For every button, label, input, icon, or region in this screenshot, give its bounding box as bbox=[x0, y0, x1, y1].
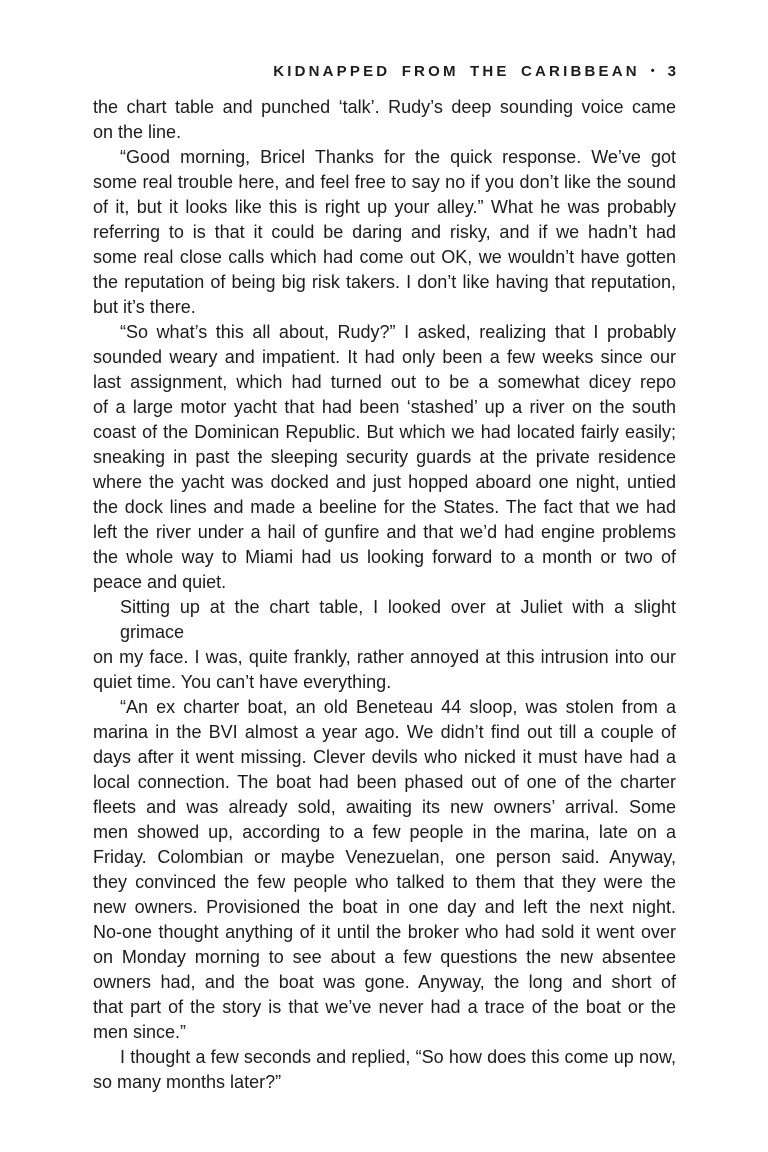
text-line: on Monday morning to see about a few questions the new absentee bbox=[93, 947, 676, 967]
text-line: days after it went missing. Clever devils who nicked it must have had a bbox=[93, 747, 676, 767]
text-line: of a large motor yacht that had been ‘stashed’ up a river on the south bbox=[93, 397, 676, 417]
page-number: 3 bbox=[667, 63, 676, 80]
text-line: peace and quiet. bbox=[93, 572, 227, 592]
paragraph bbox=[93, 320, 676, 595]
text-line: men showed up, according to a few people in the marina, late on a bbox=[93, 822, 676, 842]
text-line: “Good morning, Bricel Thanks for the quick response. We’ve got bbox=[120, 147, 676, 167]
text-line: sneaking in past the sleeping security guards at the private residence bbox=[93, 447, 676, 467]
text-line: some real trouble here, and feel free to say no if you don’t like the sound bbox=[93, 172, 676, 192]
text-line: local connection. The boat had been phased out of one of the charter bbox=[93, 772, 676, 792]
text-line: the dock lines and made a beeline for the States. The fact that we had bbox=[93, 497, 676, 517]
text-line: new owners. Provisioned the boat in one day and left the next night. bbox=[93, 897, 676, 917]
text-line: “So what’s this all about, Rudy?” I asked, realizing that I probably bbox=[120, 322, 676, 342]
text-line: Friday. Colombian or maybe Venezuelan, one person said. Anyway, bbox=[93, 847, 676, 867]
text-line: where the yacht was docked and just hopped aboard one night, untied bbox=[93, 472, 676, 492]
text-line: I thought a few seconds and replied, “So how does this come up now, bbox=[120, 1047, 676, 1067]
text-line: “An ex charter boat, an old Beneteau 44 sloop, was stolen from a bbox=[120, 697, 676, 717]
text-line: the chart table and punched ‘talk’. Rudy’s deep sounding voice came bbox=[93, 97, 676, 117]
text-line: marina in the BVI almost a year ago. We didn’t find out till a couple of bbox=[93, 722, 676, 742]
text-line: quiet time. You can’t have everything. bbox=[93, 672, 392, 692]
running-header bbox=[93, 62, 676, 81]
text-line: the reputation of being big risk takers. I don’t like having that reputation, bbox=[93, 272, 676, 292]
paragraph bbox=[93, 595, 676, 695]
header-separator-dot: • bbox=[650, 65, 655, 77]
text-line: coast of the Dominican Republic. But which we had located fairly easily; bbox=[93, 422, 676, 442]
paragraph bbox=[93, 695, 676, 1045]
text-line: referring to is that it could be daring and risky, and if we hadn’t had bbox=[93, 222, 676, 242]
text-line: some real close calls which had come out OK, we wouldn’t have gotten bbox=[93, 247, 676, 267]
paragraph bbox=[93, 95, 676, 145]
text-line: so many months later?” bbox=[93, 1072, 282, 1092]
text-line: on my face. I was, quite frankly, rather annoyed at this intrusion into our bbox=[93, 647, 676, 667]
text-line: owners had, and the boat was gone. Anyway, the long and short of bbox=[93, 972, 676, 992]
text-line: but it’s there. bbox=[93, 297, 196, 317]
page-body bbox=[93, 95, 676, 1095]
running-header-title: KIDNAPPED FROM THE CARIBBEAN bbox=[273, 63, 640, 80]
text-line: No-one thought anything of it until the broker who had sold it went over bbox=[93, 922, 676, 942]
text-line: men since.” bbox=[93, 1022, 187, 1042]
text-line: sounded weary and impatient. It had only been a few weeks since our bbox=[93, 347, 676, 367]
text-line: fleets and was already sold, awaiting its new owners’ arrival. Some bbox=[93, 797, 676, 817]
text-line: of it, but it looks like this is right up your alley.” What he was probably bbox=[93, 197, 676, 217]
text-line: Sitting up at the chart table, I looked over at Juliet with a slight grimace bbox=[120, 597, 676, 642]
text-line: left the river under a hail of gunfire and that we’d had engine problems bbox=[93, 522, 676, 542]
text-line: they convinced the few people who talked to them that they were the bbox=[93, 872, 676, 892]
text-line: on the line. bbox=[93, 122, 182, 142]
paragraph bbox=[93, 145, 676, 320]
text-line: that part of the story is that we’ve never had a trace of the boat or the bbox=[93, 997, 676, 1017]
text-line: the whole way to Miami had us looking forward to a month or two of bbox=[93, 547, 676, 567]
text-line: last assignment, which had turned out to be a somewhat dicey repo bbox=[93, 372, 676, 392]
paragraph bbox=[93, 1045, 676, 1095]
